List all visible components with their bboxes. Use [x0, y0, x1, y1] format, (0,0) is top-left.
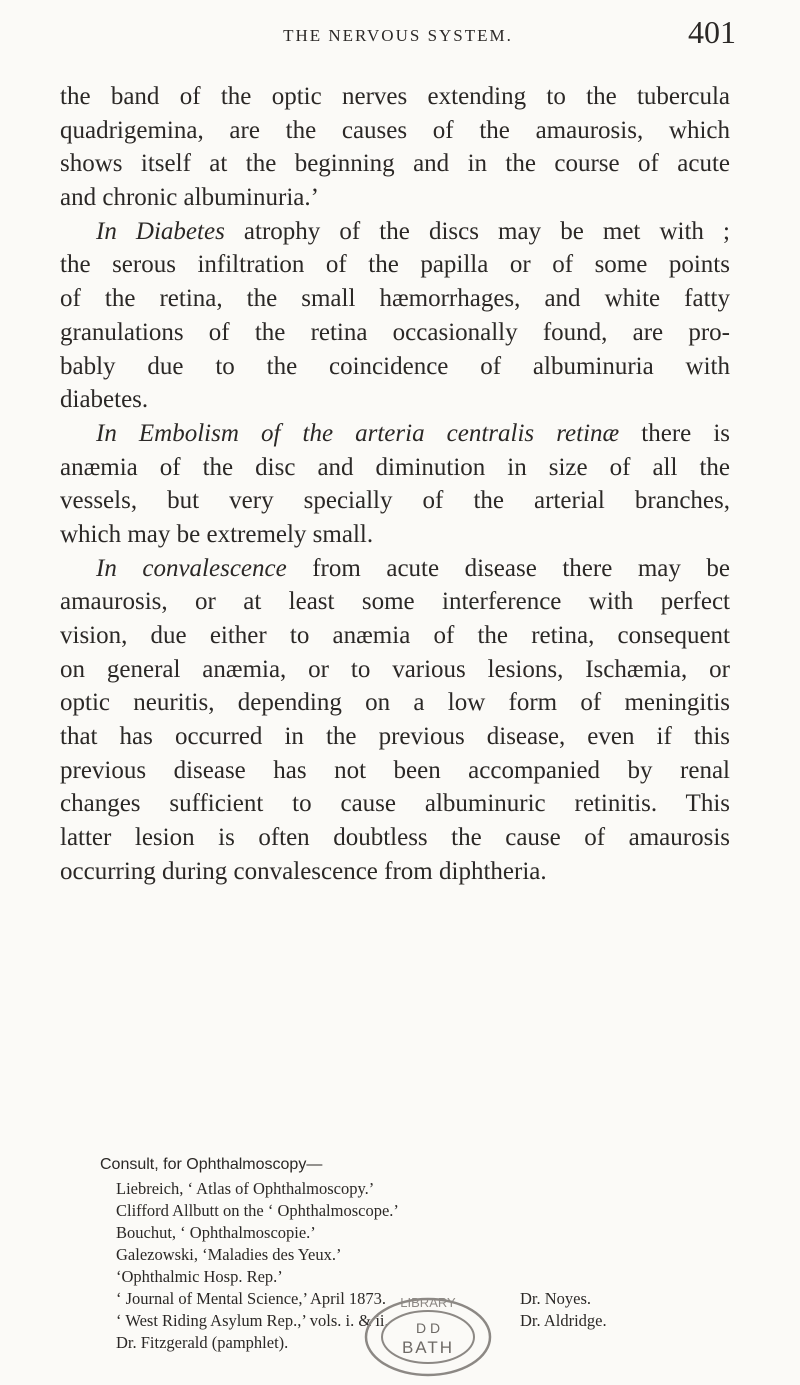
text-line: and chronic albuminuria.’ — [60, 184, 319, 212]
text-line: latter lesion is often doubtless the cause of amaurosis — [60, 824, 730, 852]
text-line: anæmia of the disc and diminution in size of all the — [60, 453, 730, 481]
text-line: vessels, but very specially of the arterial branches, — [60, 487, 730, 515]
reference-text: ‘ Journal of Mental Science,’ April 1873. — [116, 1289, 387, 1308]
text-line: on general anæmia, or to various lesions, Ischæmia, or — [60, 655, 730, 683]
reference-aside: Dr. Aldridge. — [520, 1311, 607, 1330]
text-line: occurring during convalescence from diphtheria. — [60, 857, 547, 885]
text-line: optic neuritis, depending on a low form of meningitis — [60, 689, 730, 717]
text-line — [60, 417, 730, 451]
library-stamp — [343, 1285, 513, 1375]
text-line: which may be extremely small. — [60, 520, 374, 548]
text-line: the band of the optic nerves extending to the tubercula — [60, 83, 730, 110]
text-line: quadrigemina, are the causes of the amaurosis, which — [60, 116, 730, 144]
text-line: changes sufficient to cause albuminuric retinitis. This — [60, 790, 730, 818]
text-line: bably due to the coincidence of albuminuria with — [60, 352, 730, 380]
paragraph-1 — [60, 80, 730, 215]
reference-text: Clifford Allbutt on the ‘ Ophthalmoscope.’ — [116, 1201, 399, 1220]
text-line: previous disease has not been accompanied by renal — [60, 756, 730, 784]
reference-text: Dr. Fitzgerald (pamphlet). — [116, 1333, 289, 1352]
section-lead-rest: from acute disease there may be — [286, 554, 730, 582]
reference-item — [100, 1178, 740, 1200]
text-line: that has occurred in the previous disease, even if this — [60, 723, 730, 751]
text-line: shows itself at the beginning and in the course of acute — [60, 150, 730, 178]
paragraph-convalescence — [60, 552, 730, 889]
reference-item — [100, 1200, 740, 1222]
references-title: Consult, for Ophthalmoscopy— — [100, 1156, 323, 1173]
text-line: diabetes. — [60, 386, 149, 414]
paragraph-embolism — [60, 417, 730, 552]
reference-text: Bouchut, ‘ Ophthalmoscopie.’ — [116, 1223, 316, 1242]
text-line: amaurosis, or at least some interference with perfect — [60, 588, 730, 616]
text-line: of the retina, the small hæmorrhages, and white fatty — [60, 285, 730, 313]
section-lead: In convalescence — [96, 554, 287, 582]
page-number: 401 — [688, 14, 736, 50]
page-header — [60, 14, 736, 54]
section-lead-rest: there is — [619, 419, 731, 447]
text-line: vision, due either to anæmia of the retina, consequent — [60, 622, 730, 649]
reference-aside: Dr. Noyes. — [520, 1289, 592, 1308]
reference-text: Galezowski, ‘Maladies des Yeux.’ — [116, 1245, 342, 1264]
paragraph-diabetes — [60, 215, 730, 417]
reference-item — [100, 1244, 740, 1266]
section-lead-rest: atrophy of the discs may be met with ; — [224, 217, 730, 245]
text-line: granulations of the retina occasionally found, are pro- — [60, 318, 730, 346]
stamp-graphic — [343, 1285, 513, 1380]
text-line — [60, 215, 730, 249]
section-lead: In Diabetes — [96, 217, 225, 245]
body-text — [60, 80, 730, 889]
stamp-line1: D D — [415, 1320, 441, 1336]
stamp-line2: BATH — [401, 1338, 455, 1357]
text-line — [60, 552, 730, 586]
stamp-outer-text: LIBRARY — [400, 1295, 456, 1310]
reference-text: ‘Ophthalmic Hosp. Rep.’ — [116, 1267, 283, 1286]
running-title: THE NERVOUS SYSTEM. — [283, 26, 513, 45]
reference-item — [100, 1222, 740, 1244]
reference-text: ‘ West Riding Asylum Rep.,’ vols. i. & ii. — [116, 1311, 389, 1330]
section-lead: In Embolism of the arteria centralis retinæ — [96, 419, 620, 447]
reference-text: Liebreich, ‘ Atlas of Ophthalmoscopy.’ — [116, 1179, 375, 1198]
text-line: the serous infiltration of the papilla or of some points — [60, 251, 730, 279]
